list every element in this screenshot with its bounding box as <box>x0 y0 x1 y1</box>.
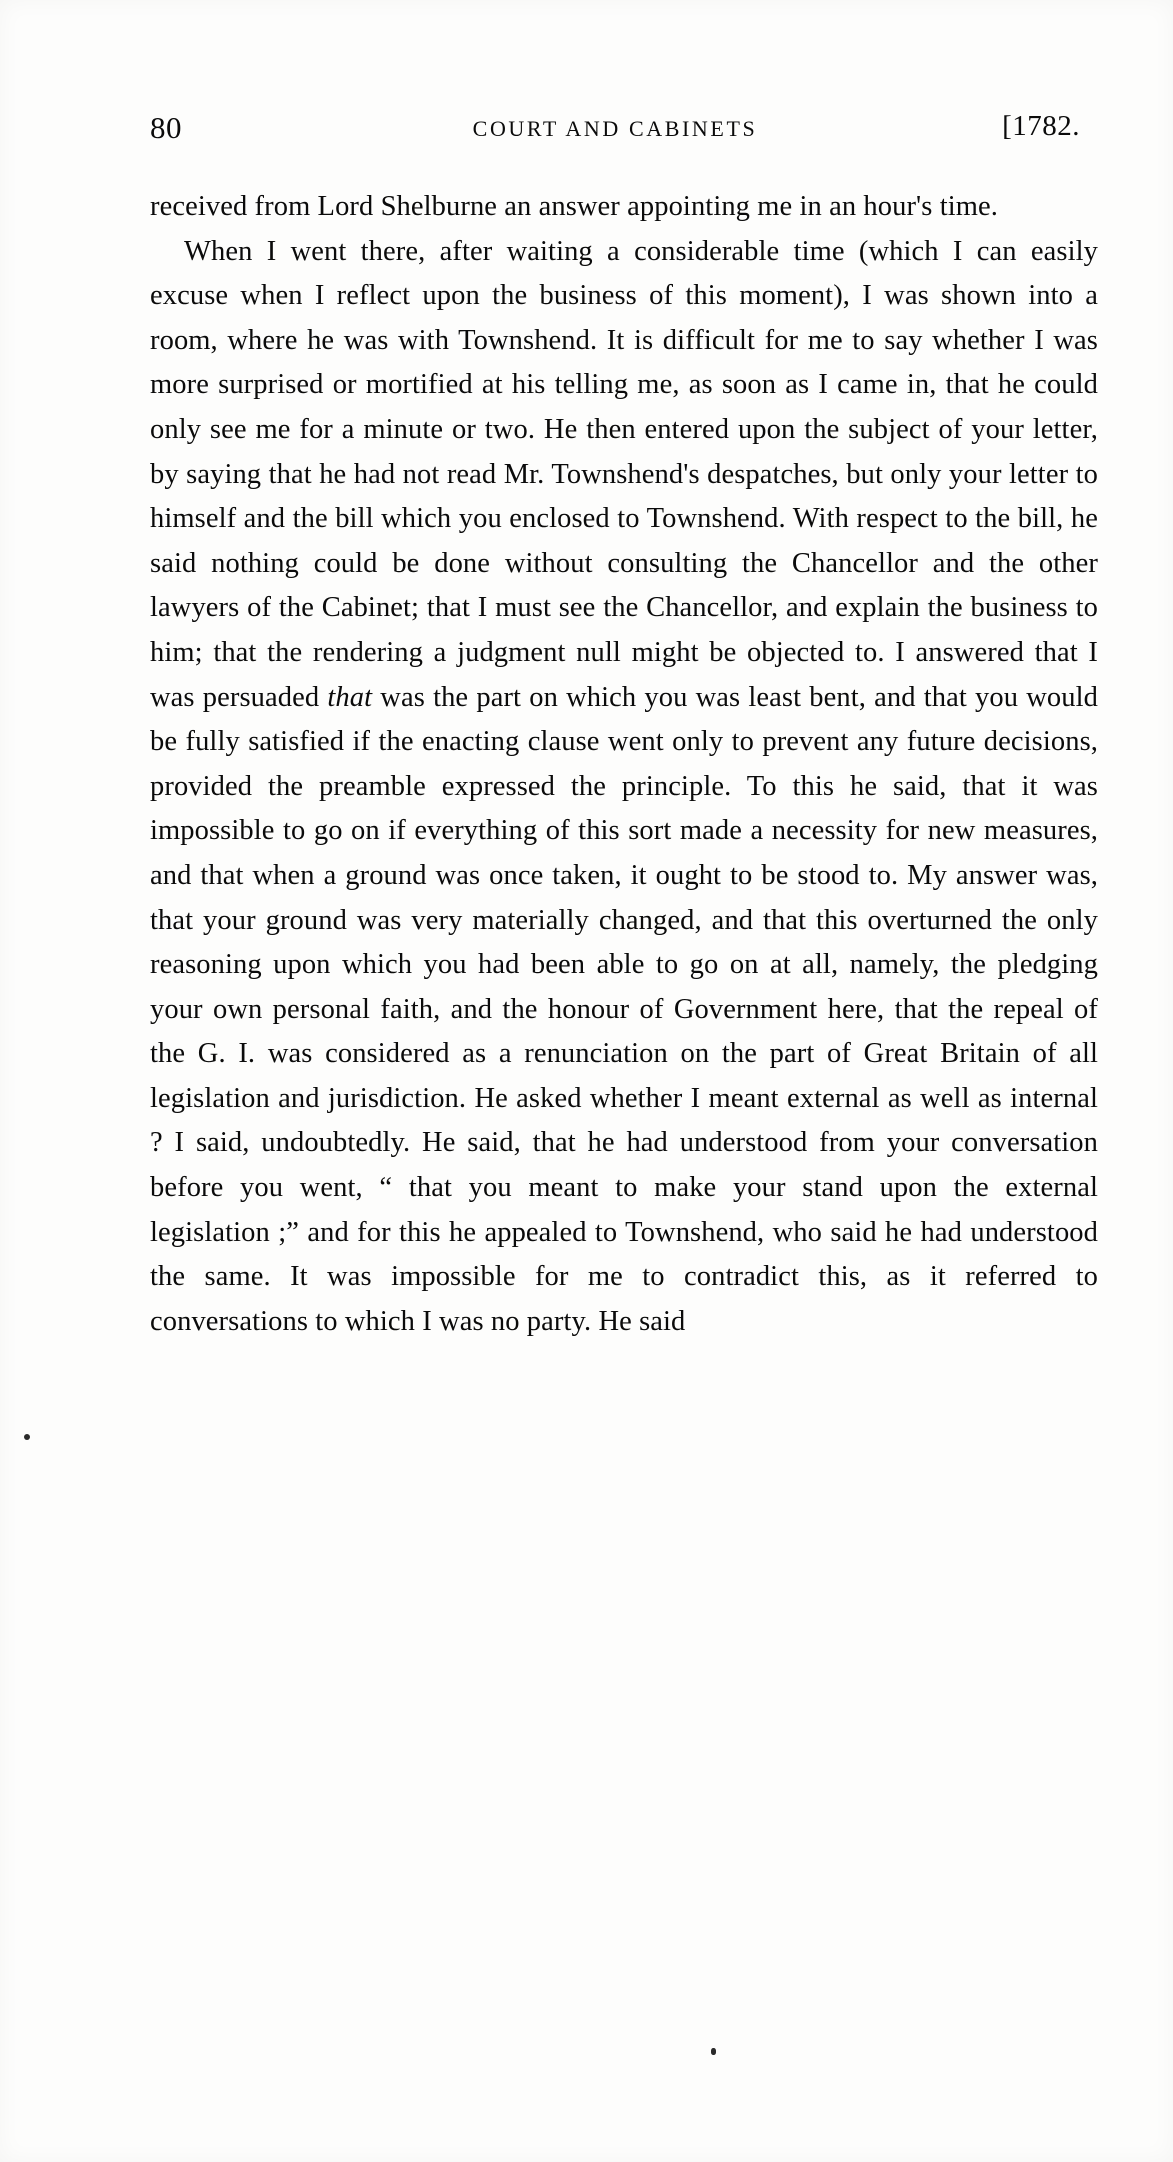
paragraph-2-part-1: When I went there, after waiting a considerable time (which I can easily excuse when I reflect upon the business of this moment), I was shown into a room, where he was with Townshend. It is difficult for me to say whether I was more surprised or mortified at his telling me, as soon as I came in, that he could only see me for a minute or two. He then entered upon the subject of your letter, by saying that he had not read Mr. Townshend's despatches, but only your letter to himself and the bill which you enclosed to Townshend. With respect to the bill, he said nothing could be done without consulting the Chancellor and the other lawyers of the Cabinet; that I must see the Chancellor, and explain the business to him; that the rendering a judgment null might be objected to. I answered that I was persuaded <box>150 235 1098 713</box>
paragraph-2-part-2: was the part on which you was least bent, and that you would be fully satisfied if the enacting clause went only to prevent any future decisions, provided the preamble expressed the principle. To this he said, that it was impossible to go on if everything of this sort made a necessity for new measures, and that when a ground was once taken, it ought to be stood to. My answer was, that your ground was very materially changed, and that this overturned the only reasoning upon which you had been able to go on at all, namely, the pledging your own personal faith, and the honour of Government here, that the repeal of the G. I. was considered as a renunciation on the part of Great Britain of all legislation and jurisdiction. He asked whether I meant external as well as internal ? I said, undoubtedly. He said, that he had understood from your conversation before you went, “ that you meant to make your stand upon the external legislation ;” and for this he appealed to Townshend, who said he had understood the same. It was impossible for me to contradict this, as it referred to conversations to which I was no party. He said <box>150 681 1098 1337</box>
paragraph-1: received from Lord Shelburne an answer appointing me in an hour's time. <box>150 191 998 222</box>
paragraph-2 <box>150 230 1098 1345</box>
emphasis-that: that <box>327 681 373 713</box>
year-marker: [1782. <box>1002 110 1080 142</box>
ink-speck-icon <box>711 2048 716 2055</box>
running-title: COURT AND CABINETS <box>472 116 758 141</box>
page-header <box>150 110 1080 150</box>
page-body <box>150 185 1098 1344</box>
page-number: 80 <box>150 110 182 145</box>
ink-speck-icon <box>24 1434 30 1440</box>
